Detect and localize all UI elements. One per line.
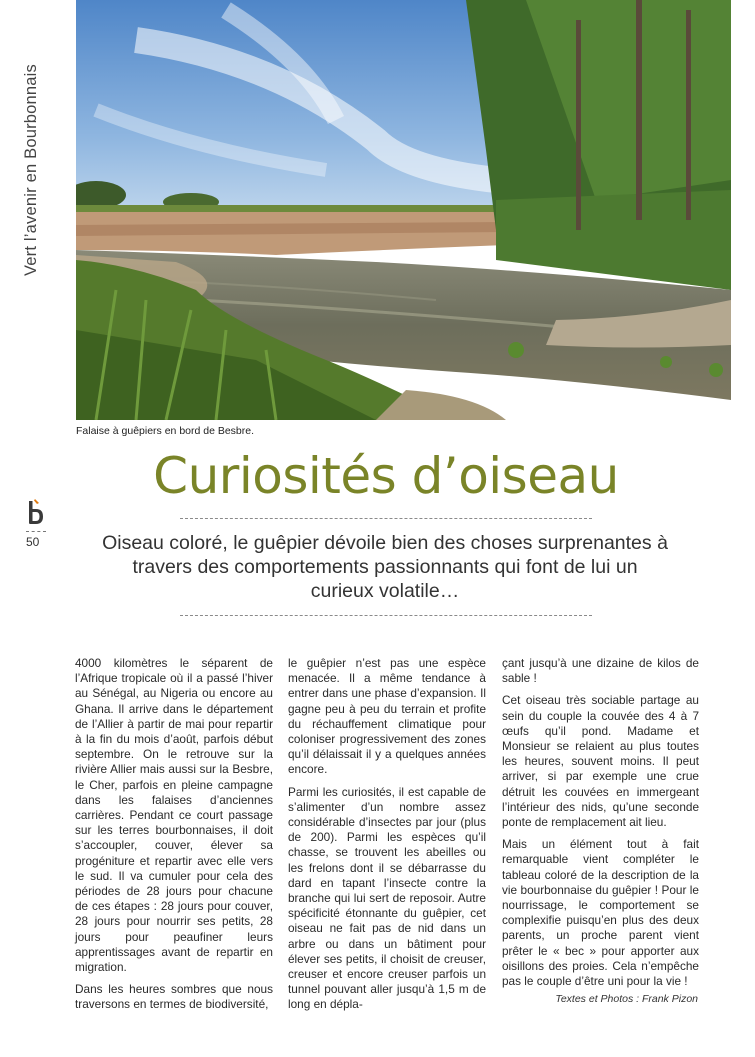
article-photo	[76, 0, 731, 420]
text-column-3	[502, 656, 699, 996]
page-number: 50	[26, 535, 40, 549]
paragraph: Dans les heures sombres que nous traversons en termes de biodiversité,	[75, 982, 273, 1012]
paragraph: le guêpier n’est pas une espèce menacée. Il a même tendance à entrer dans une phase d’expansion. Il gagne peu à peu du terrain et profite du réchauffement climatique pour coloniser progressivement des zones qu’il délaissait il y a quelques années encore.	[288, 656, 486, 777]
text-column-2	[288, 656, 486, 1020]
paragraph: çant jusqu’à une dizaine de kilos de sable !	[502, 656, 699, 686]
section-label: Vert l’avenir en Bourbonnais	[22, 64, 40, 276]
paragraph: Cet oiseau très sociable partage au sein du couple la couvée des 4 à 7 œufs qu’il pond. Madame et Monsieur se relaient au plus toutes les heures, souvent moins. Il peut arriver, si par exemple une crue détruit les couvées en immergeant l’intérieur des nids, qu’une seconde ponte de remplacement ait lieu.	[502, 693, 699, 830]
article-title: Curiosités d’oiseau	[153, 447, 619, 505]
paragraph: Mais un élément tout à fait remarquable vient compléter le tableau coloré de la description de la vie bourbonnaise du guêpier ! Pour le nourrissage, le comportement se complexifie puisqu’en plus des deux parents, un proche parent vient prêter le « bec » pour apporter aux oisillons des proies. Cela n’empêche pas le couple d’être uni pour la vie !	[502, 837, 699, 989]
paragraph: Parmi les curiosités, il est capable de s’alimenter d’un nombre assez considérable d’insectes par jour (plus de 200). Parmi les espèces qu’il chasse, se trouvent les abeilles ou les frelons dont il se débarrasse du dard en tapant l’insecte contre la branche qui lui sert de reposoir. Autre spécificité étonnante du guêpier, cet oiseau ne fait pas de nid dans un arbre ou dans un bâtiment pour élever ses petits, il choisit de creuser, creuser et encore creuser parfois un tunnel pouvant aller jusqu’à 1,5 m de long en dépla-	[288, 784, 486, 1012]
text-column-1	[75, 656, 273, 1020]
title-divider-bottom	[180, 615, 592, 616]
paragraph: 4000 kilomètres le séparent de l’Afrique tropicale où il a passé l’hiver au Sénégal, au Nigeria ou encore au Ghana. Il arrive dans le département de l’Allier à partir de mai pour repartir à la fin du mois d’août, parfois début septembre. On le retrouve sur la rivière Allier mais aussi sur la Besbre, le Cher, parfois en pleine campagne dans les falaises d’anciennes carrières. Pendant ce court passage sur les terres bourbonnaises, il doit s’accoupler, couver, élever sa progéniture et repartir avec elle vers le sud. Il va cumuler pour cela des périodes de 28 jours pour chacune de ces étapes : 28 jours pour couver, 28 jours pour nourrir ses petits, 28 jours pour peaufiner leurs apprentissages avant de repartir en migration.	[75, 656, 273, 975]
page-number-rule	[26, 531, 46, 532]
title-divider-top	[180, 518, 592, 519]
photo-caption: Falaise à guêpiers en bord de Besbre.	[76, 425, 255, 437]
author-credit: Textes et Photos : Frank Pizon	[555, 993, 698, 1005]
article-lead: Oiseau coloré, le guêpier dévoile bien des choses surprenantes à travers des comportements passionnants qui font de lui un curieux volatile…	[102, 532, 668, 602]
magazine-logo-icon	[24, 497, 46, 527]
river-cliff-photo-icon	[76, 0, 731, 420]
